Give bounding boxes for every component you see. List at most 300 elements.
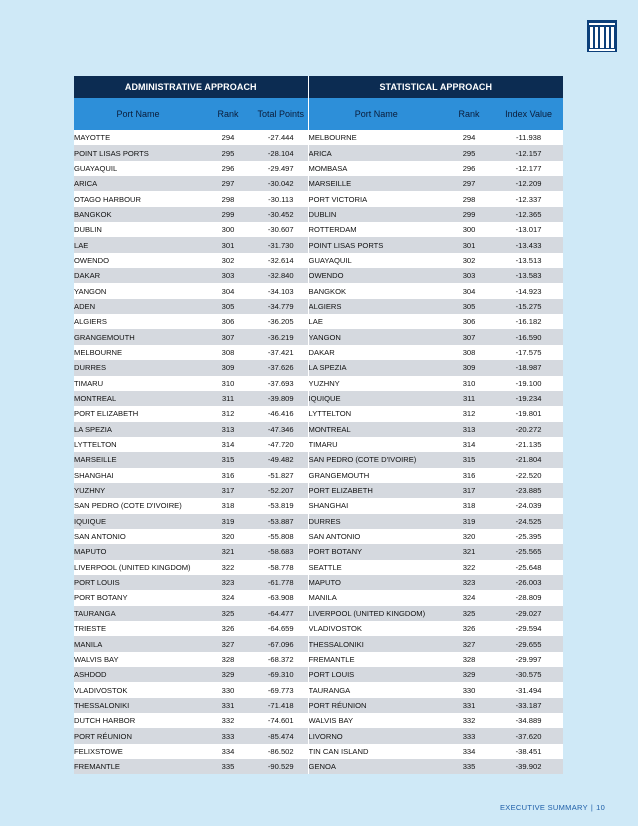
- stat-port-name-cell: GENOA: [308, 759, 444, 774]
- stat-rank-cell: 305: [444, 299, 494, 314]
- table-row: [74, 667, 563, 682]
- admin-total-points-cell: -67.096: [254, 636, 308, 651]
- admin-total-points-cell: -28.104: [254, 145, 308, 160]
- stat-rank-cell: 334: [444, 744, 494, 759]
- table-row: [74, 176, 563, 191]
- stat-port-name-cell: DURRES: [308, 514, 444, 529]
- admin-port-name-cell: GRANGEMOUTH: [74, 329, 202, 344]
- stat-index-value-cell: -24.039: [494, 498, 563, 513]
- stat-port-name-cell: PORT LOUIS: [308, 667, 444, 682]
- stat-rank-cell: 322: [444, 560, 494, 575]
- admin-total-points-cell: -90.529: [254, 759, 308, 774]
- table-row: [74, 590, 563, 605]
- admin-rank-cell: 296: [202, 161, 254, 176]
- table-row: [74, 452, 563, 467]
- stat-index-value-cell: -12.157: [494, 145, 563, 160]
- admin-rank-cell: 306: [202, 314, 254, 329]
- stat-port-name-cell: LA SPEZIA: [308, 360, 444, 375]
- table-row: [74, 406, 563, 421]
- table-row: [74, 360, 563, 375]
- admin-total-points-cell: -30.452: [254, 207, 308, 222]
- admin-rank-cell: 305: [202, 299, 254, 314]
- stat-rank-cell: 304: [444, 283, 494, 298]
- admin-port-name-cell: GUAYAQUIL: [74, 161, 202, 176]
- stat-index-value-cell: -31.494: [494, 682, 563, 697]
- stat-port-name-cell: IQUIQUE: [308, 391, 444, 406]
- stat-index-value-cell: -13.433: [494, 237, 563, 252]
- stat-port-name-cell: OWENDO: [308, 268, 444, 283]
- admin-port-name-cell: PORT RÉUNION: [74, 728, 202, 743]
- admin-rank-cell: 314: [202, 437, 254, 452]
- stat-port-name-cell: VLADIVOSTOK: [308, 621, 444, 636]
- admin-total-points-cell: -47.346: [254, 422, 308, 437]
- stat-rank-cell: 301: [444, 237, 494, 252]
- table-row: [74, 329, 563, 344]
- building-logo-icon: [587, 20, 617, 52]
- admin-total-points-cell: -37.626: [254, 360, 308, 375]
- stat-index-value-cell: -33.187: [494, 698, 563, 713]
- admin-port-name-cell: THESSALONIKI: [74, 698, 202, 713]
- admin-total-points-cell: -55.808: [254, 529, 308, 544]
- table-row: [74, 222, 563, 237]
- stat-port-name-cell: YUZHNY: [308, 376, 444, 391]
- table-row: [74, 437, 563, 452]
- admin-rank-cell: 313: [202, 422, 254, 437]
- admin-rank-cell: 303: [202, 268, 254, 283]
- stat-port-name-cell: MANILA: [308, 590, 444, 605]
- admin-total-points-cell: -71.418: [254, 698, 308, 713]
- stat-index-value-cell: -25.648: [494, 560, 563, 575]
- admin-total-points-cell: -86.502: [254, 744, 308, 759]
- admin-rank-cell: 298: [202, 191, 254, 206]
- admin-total-points-cell: -32.614: [254, 253, 308, 268]
- stat-rank-cell: 333: [444, 728, 494, 743]
- stat-port-name-cell: DAKAR: [308, 345, 444, 360]
- admin-port-name-cell: DAKAR: [74, 268, 202, 283]
- admin-rank-cell: 295: [202, 145, 254, 160]
- stat-index-value-cell: -12.365: [494, 207, 563, 222]
- admin-total-points-cell: -29.497: [254, 161, 308, 176]
- stat-rank-cell: 315: [444, 452, 494, 467]
- stat-index-value-cell: -22.520: [494, 468, 563, 483]
- stat-rank-cell: 296: [444, 161, 494, 176]
- table-row: [74, 606, 563, 621]
- stat-port-name-cell: YANGON: [308, 329, 444, 344]
- admin-port-name-cell: DURRES: [74, 360, 202, 375]
- admin-port-name-cell: POINT LISAS PORTS: [74, 145, 202, 160]
- stat-rank-cell: 302: [444, 253, 494, 268]
- table-row: [74, 468, 563, 483]
- table-row: [74, 698, 563, 713]
- table-row: [74, 314, 563, 329]
- stat-index-value-cell: -29.997: [494, 652, 563, 667]
- admin-rank-cell: 319: [202, 514, 254, 529]
- admin-port-name-cell: VLADIVOSTOK: [74, 682, 202, 697]
- stat-rank-cell: 327: [444, 636, 494, 651]
- admin-port-name-cell: DUTCH HARBOR: [74, 713, 202, 728]
- table-row: [74, 422, 563, 437]
- admin-rank-cell: 317: [202, 483, 254, 498]
- admin-port-name-cell: WALVIS BAY: [74, 652, 202, 667]
- stat-port-name-cell: TIN CAN ISLAND: [308, 744, 444, 759]
- table-row: [74, 376, 563, 391]
- admin-total-points-cell: -30.113: [254, 191, 308, 206]
- stat-index-value-cell: -29.027: [494, 606, 563, 621]
- stat-port-name-cell: PORT VICTORIA: [308, 191, 444, 206]
- stat-index-value-cell: -16.182: [494, 314, 563, 329]
- admin-total-points-cell: -51.827: [254, 468, 308, 483]
- stat-port-name-cell: SHANGHAI: [308, 498, 444, 513]
- table-row: [74, 652, 563, 667]
- stat-port-name-cell: MELBOURNE: [308, 130, 444, 145]
- stat-port-name-cell: LAE: [308, 314, 444, 329]
- stat-rank-cell: 318: [444, 498, 494, 513]
- stat-port-name-cell: GRANGEMOUTH: [308, 468, 444, 483]
- admin-rank-cell: 302: [202, 253, 254, 268]
- admin-port-name-cell: PORT BOTANY: [74, 590, 202, 605]
- admin-port-name-cell: TIMARU: [74, 376, 202, 391]
- admin-total-points-cell: -69.310: [254, 667, 308, 682]
- stat-index-value-cell: -13.583: [494, 268, 563, 283]
- admin-rank-cell: 307: [202, 329, 254, 344]
- admin-port-name-cell: YANGON: [74, 283, 202, 298]
- admin-port-name-cell: BANGKOK: [74, 207, 202, 222]
- stat-port-name-cell: FREMANTLE: [308, 652, 444, 667]
- stat-index-value-cell: -30.575: [494, 667, 563, 682]
- admin-port-name-cell: ALGIERS: [74, 314, 202, 329]
- admin-rank-cell: 308: [202, 345, 254, 360]
- table-row: [74, 391, 563, 406]
- stat-rank-cell: 309: [444, 360, 494, 375]
- table-row: [74, 161, 563, 176]
- admin-port-name-cell: OWENDO: [74, 253, 202, 268]
- stat-index-value-cell: -29.594: [494, 621, 563, 636]
- stat-rank-cell: 330: [444, 682, 494, 697]
- stat-rank-cell: 328: [444, 652, 494, 667]
- admin-total-points-cell: -53.887: [254, 514, 308, 529]
- stat-port-name-cell: MAPUTO: [308, 575, 444, 590]
- stat-port-name-cell: BANGKOK: [308, 283, 444, 298]
- admin-total-points-cell: -36.205: [254, 314, 308, 329]
- stat-port-name-cell: PORT BOTANY: [308, 544, 444, 559]
- admin-rank-cell: 331: [202, 698, 254, 713]
- admin-rank-cell: 326: [202, 621, 254, 636]
- stat-index-value-cell: -24.525: [494, 514, 563, 529]
- admin-port-name-cell: LIVERPOOL (UNITED KINGDOM): [74, 560, 202, 575]
- stat-port-name-cell: LYTTELTON: [308, 406, 444, 421]
- stat-rank-cell: 324: [444, 590, 494, 605]
- admin-rank-cell: 332: [202, 713, 254, 728]
- admin-port-name-cell: OTAGO HARBOUR: [74, 191, 202, 206]
- port-ranking-table: [74, 76, 563, 774]
- admin-port-name-cell: MAPUTO: [74, 544, 202, 559]
- admin-rank-cell: 300: [202, 222, 254, 237]
- admin-rank-cell: 311: [202, 391, 254, 406]
- admin-port-name-cell: LA SPEZIA: [74, 422, 202, 437]
- stat-rank-header: Rank: [444, 98, 494, 130]
- stat-rank-cell: 323: [444, 575, 494, 590]
- stat-index-value-cell: -20.272: [494, 422, 563, 437]
- admin-total-points-cell: -63.908: [254, 590, 308, 605]
- admin-port-name-cell: YUZHNY: [74, 483, 202, 498]
- stat-index-value-cell: -25.565: [494, 544, 563, 559]
- footer-separator: |: [590, 803, 594, 812]
- admin-port-name-header: Port Name: [74, 98, 202, 130]
- admin-rank-cell: 334: [202, 744, 254, 759]
- stat-rank-cell: 325: [444, 606, 494, 621]
- admin-rank-cell: 316: [202, 468, 254, 483]
- admin-port-name-cell: PORT LOUIS: [74, 575, 202, 590]
- admin-rank-cell: 330: [202, 682, 254, 697]
- stat-rank-cell: 312: [444, 406, 494, 421]
- table-row: [74, 728, 563, 743]
- stat-port-name-cell: LIVERPOOL (UNITED KINGDOM): [308, 606, 444, 621]
- admin-rank-cell: 327: [202, 636, 254, 651]
- table-row: [74, 345, 563, 360]
- admin-port-name-cell: ARICA: [74, 176, 202, 191]
- stat-index-value-cell: -21.135: [494, 437, 563, 452]
- stat-rank-cell: 294: [444, 130, 494, 145]
- admin-total-points-cell: -30.607: [254, 222, 308, 237]
- stat-port-name-cell: ROTTERDAM: [308, 222, 444, 237]
- admin-port-name-cell: MANILA: [74, 636, 202, 651]
- admin-total-points-header: Total Points: [254, 98, 308, 130]
- admin-port-name-cell: IQUIQUE: [74, 514, 202, 529]
- admin-total-points-cell: -61.778: [254, 575, 308, 590]
- admin-total-points-cell: -85.474: [254, 728, 308, 743]
- admin-total-points-cell: -47.720: [254, 437, 308, 452]
- stat-index-value-cell: -15.275: [494, 299, 563, 314]
- admin-rank-cell: 325: [202, 606, 254, 621]
- stat-rank-cell: 299: [444, 207, 494, 222]
- admin-rank-cell: 310: [202, 376, 254, 391]
- admin-port-name-cell: SAN PEDRO (COTE D'IVOIRE): [74, 498, 202, 513]
- stat-rank-cell: 332: [444, 713, 494, 728]
- admin-total-points-cell: -27.444: [254, 130, 308, 145]
- stat-rank-cell: 331: [444, 698, 494, 713]
- stat-port-name-cell: MONTREAL: [308, 422, 444, 437]
- admin-total-points-cell: -37.693: [254, 376, 308, 391]
- stat-index-value-cell: -11.938: [494, 130, 563, 145]
- admin-rank-cell: 299: [202, 207, 254, 222]
- admin-total-points-cell: -37.421: [254, 345, 308, 360]
- stat-index-value-cell: -14.923: [494, 283, 563, 298]
- stat-index-value-cell: -26.003: [494, 575, 563, 590]
- admin-port-name-cell: PORT ELIZABETH: [74, 406, 202, 421]
- admin-port-name-cell: FELIXSTOWE: [74, 744, 202, 759]
- stat-rank-cell: 306: [444, 314, 494, 329]
- stat-port-name-cell: ALGIERS: [308, 299, 444, 314]
- stat-rank-cell: 300: [444, 222, 494, 237]
- admin-rank-cell: 335: [202, 759, 254, 774]
- admin-rank-cell: 321: [202, 544, 254, 559]
- admin-rank-cell: 323: [202, 575, 254, 590]
- admin-port-name-cell: SAN ANTONIO: [74, 529, 202, 544]
- stat-port-name-cell: GUAYAQUIL: [308, 253, 444, 268]
- admin-port-name-cell: FREMANTLE: [74, 759, 202, 774]
- stat-index-value-cell: -19.100: [494, 376, 563, 391]
- table-row: [74, 529, 563, 544]
- admin-rank-cell: 324: [202, 590, 254, 605]
- stat-rank-cell: 295: [444, 145, 494, 160]
- stat-index-value-cell: -18.987: [494, 360, 563, 375]
- table-row: [74, 483, 563, 498]
- table-row: [74, 498, 563, 513]
- stat-rank-cell: 310: [444, 376, 494, 391]
- table-row: [74, 145, 563, 160]
- stat-rank-cell: 319: [444, 514, 494, 529]
- admin-rank-header: Rank: [202, 98, 254, 130]
- stat-port-name-cell: MARSEILLE: [308, 176, 444, 191]
- table-row: [74, 253, 563, 268]
- admin-port-name-cell: LAE: [74, 237, 202, 252]
- admin-port-name-cell: TRIESTE: [74, 621, 202, 636]
- admin-total-points-cell: -52.207: [254, 483, 308, 498]
- administrative-approach-heading: ADMINISTRATIVE APPROACH: [74, 76, 308, 98]
- stat-port-name-cell: LIVORNO: [308, 728, 444, 743]
- table-row: [74, 130, 563, 145]
- stat-index-value-cell: -19.801: [494, 406, 563, 421]
- admin-rank-cell: 328: [202, 652, 254, 667]
- admin-rank-cell: 309: [202, 360, 254, 375]
- stat-rank-cell: 321: [444, 544, 494, 559]
- admin-port-name-cell: ADEN: [74, 299, 202, 314]
- stat-port-name-cell: PORT RÉUNION: [308, 698, 444, 713]
- table-row: [74, 268, 563, 283]
- admin-port-name-cell: LYTTELTON: [74, 437, 202, 452]
- stat-port-name-cell: THESSALONIKI: [308, 636, 444, 651]
- stat-index-value-cell: -17.575: [494, 345, 563, 360]
- stat-port-name-cell: ARICA: [308, 145, 444, 160]
- admin-port-name-cell: MONTREAL: [74, 391, 202, 406]
- table-row: [74, 575, 563, 590]
- stat-rank-cell: 329: [444, 667, 494, 682]
- stat-rank-cell: 326: [444, 621, 494, 636]
- table-row: [74, 621, 563, 636]
- stat-index-value-cell: -13.513: [494, 253, 563, 268]
- stat-rank-cell: 335: [444, 759, 494, 774]
- stat-port-name-cell: WALVIS BAY: [308, 713, 444, 728]
- stat-index-value-cell: -29.655: [494, 636, 563, 651]
- table-row: [74, 682, 563, 697]
- page-footer: [500, 803, 605, 812]
- stat-rank-cell: 298: [444, 191, 494, 206]
- footer-section-label: EXECUTIVE SUMMARY: [500, 803, 588, 812]
- stat-index-value-cell: -25.395: [494, 529, 563, 544]
- stat-port-name-header: Port Name: [308, 98, 444, 130]
- stat-port-name-cell: DUBLIN: [308, 207, 444, 222]
- table-row: [74, 744, 563, 759]
- admin-total-points-cell: -74.601: [254, 713, 308, 728]
- table-row: [74, 759, 563, 774]
- admin-rank-cell: 315: [202, 452, 254, 467]
- stat-port-name-cell: TIMARU: [308, 437, 444, 452]
- stat-port-name-cell: POINT LISAS PORTS: [308, 237, 444, 252]
- admin-total-points-cell: -31.730: [254, 237, 308, 252]
- admin-port-name-cell: ASHDOD: [74, 667, 202, 682]
- stat-index-value-cell: -21.804: [494, 452, 563, 467]
- admin-rank-cell: 301: [202, 237, 254, 252]
- stat-index-value-cell: -12.337: [494, 191, 563, 206]
- admin-rank-cell: 333: [202, 728, 254, 743]
- admin-rank-cell: 320: [202, 529, 254, 544]
- table-row: [74, 283, 563, 298]
- stat-index-value-cell: -38.451: [494, 744, 563, 759]
- admin-port-name-cell: MARSEILLE: [74, 452, 202, 467]
- stat-index-value-cell: -37.620: [494, 728, 563, 743]
- stat-index-value-cell: -12.177: [494, 161, 563, 176]
- admin-rank-cell: 304: [202, 283, 254, 298]
- stat-port-name-cell: PORT ELIZABETH: [308, 483, 444, 498]
- stat-index-value-header: Index Value: [494, 98, 563, 130]
- stat-index-value-cell: -16.590: [494, 329, 563, 344]
- stat-port-name-cell: SEATTLE: [308, 560, 444, 575]
- stat-index-value-cell: -23.885: [494, 483, 563, 498]
- stat-port-name-cell: TAURANGA: [308, 682, 444, 697]
- stat-rank-cell: 308: [444, 345, 494, 360]
- admin-port-name-cell: TAURANGA: [74, 606, 202, 621]
- stat-rank-cell: 317: [444, 483, 494, 498]
- admin-total-points-cell: -69.773: [254, 682, 308, 697]
- admin-total-points-cell: -68.372: [254, 652, 308, 667]
- stat-rank-cell: 311: [444, 391, 494, 406]
- table-row: [74, 191, 563, 206]
- admin-total-points-cell: -64.659: [254, 621, 308, 636]
- admin-total-points-cell: -49.482: [254, 452, 308, 467]
- stat-index-value-cell: -28.809: [494, 590, 563, 605]
- admin-rank-cell: 318: [202, 498, 254, 513]
- admin-total-points-cell: -34.103: [254, 283, 308, 298]
- stat-rank-cell: 316: [444, 468, 494, 483]
- table-row: [74, 560, 563, 575]
- stat-index-value-cell: -19.234: [494, 391, 563, 406]
- stat-rank-cell: 307: [444, 329, 494, 344]
- admin-rank-cell: 297: [202, 176, 254, 191]
- stat-rank-cell: 303: [444, 268, 494, 283]
- stat-port-name-cell: SAN PEDRO (COTE D'IVOIRE): [308, 452, 444, 467]
- admin-port-name-cell: MELBOURNE: [74, 345, 202, 360]
- stat-index-value-cell: -39.902: [494, 759, 563, 774]
- table-row: [74, 299, 563, 314]
- admin-port-name-cell: DUBLIN: [74, 222, 202, 237]
- admin-total-points-cell: -32.840: [254, 268, 308, 283]
- stat-rank-cell: 320: [444, 529, 494, 544]
- admin-total-points-cell: -53.819: [254, 498, 308, 513]
- admin-rank-cell: 294: [202, 130, 254, 145]
- admin-total-points-cell: -30.042: [254, 176, 308, 191]
- admin-port-name-cell: SHANGHAI: [74, 468, 202, 483]
- admin-total-points-cell: -34.779: [254, 299, 308, 314]
- admin-total-points-cell: -58.778: [254, 560, 308, 575]
- admin-rank-cell: 312: [202, 406, 254, 421]
- admin-total-points-cell: -39.809: [254, 391, 308, 406]
- table-row: [74, 514, 563, 529]
- page-number: 10: [596, 803, 606, 812]
- table-row: [74, 237, 563, 252]
- stat-rank-cell: 314: [444, 437, 494, 452]
- table-row: [74, 713, 563, 728]
- admin-total-points-cell: -46.416: [254, 406, 308, 421]
- stat-index-value-cell: -13.017: [494, 222, 563, 237]
- stat-port-name-cell: MOMBASA: [308, 161, 444, 176]
- stat-rank-cell: 313: [444, 422, 494, 437]
- table-row: [74, 207, 563, 222]
- stat-rank-cell: 297: [444, 176, 494, 191]
- stat-index-value-cell: -34.889: [494, 713, 563, 728]
- table-row: [74, 636, 563, 651]
- admin-total-points-cell: -64.477: [254, 606, 308, 621]
- statistical-approach-heading: STATISTICAL APPROACH: [308, 76, 563, 98]
